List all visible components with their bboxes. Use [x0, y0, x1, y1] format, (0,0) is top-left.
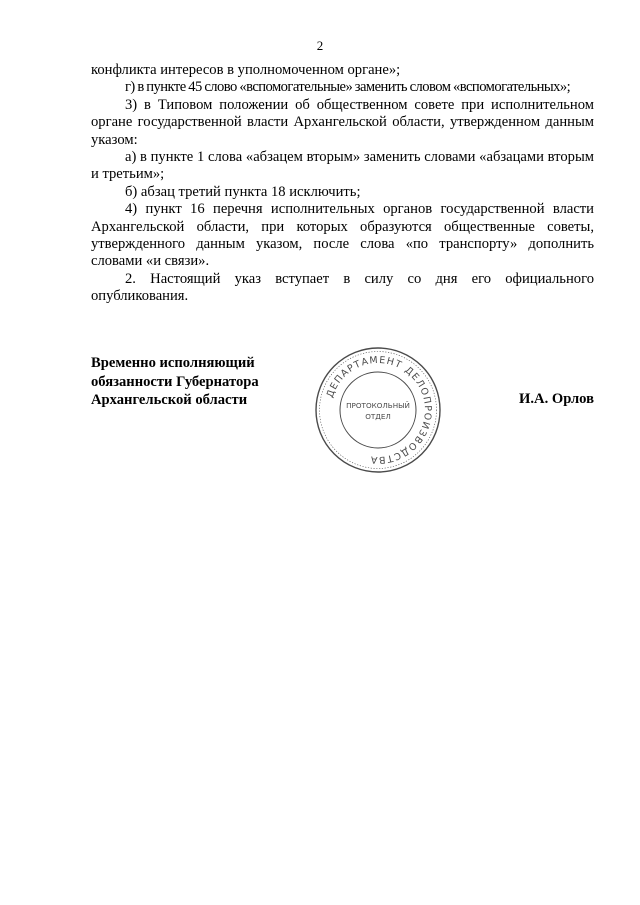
stamp-center-ring [340, 372, 416, 448]
paragraph-continuation: конфликта интересов в уполномоченном органе»; [91, 62, 401, 78]
signatory-position-line: Архангельской области [91, 392, 248, 408]
paragraph-item-4: 4) пункт 16 перечня исполнительных органов государственной власти Архангельской области, при которых образуются общественные советы, утвержденного данным указом, после слова «по транспорту» дополнить словами «и связи». [91, 201, 594, 270]
official-stamp [313, 345, 443, 475]
page-number: 2 [316, 38, 324, 53]
paragraph-item-g: г) в пункте 45 слово «вспомогательные» заменить словом «вспомогательных»; [125, 79, 571, 96]
stamp-outer-ring [316, 348, 440, 472]
stamp-inner-ring [320, 352, 437, 469]
signatory-position [91, 354, 259, 410]
signatory-name: И.А. Орлов [519, 391, 594, 407]
paragraph-item-b: б) абзац третий пункта 18 исключить; [125, 183, 361, 200]
signatory-position-line: обязанности Губернатора [91, 373, 259, 390]
stamp-outer-text: ДЕПАРТАМЕНТ ДЕЛОПРОИЗВОДСТВА [324, 354, 434, 466]
stamp-center-line: ОТДЕЛ [365, 412, 391, 421]
signatory-position-line: Временно исполняющий [91, 355, 255, 371]
document-body [91, 62, 594, 306]
paragraph-clause-2: 2. Настоящий указ вступает в силу со дня его официального опубликования. [91, 270, 594, 305]
stamp-center-line: ПРОТОКОЛЬНЫЙ [346, 401, 410, 410]
paragraph-item-3: 3) в Типовом положении об общественном совете при исполнительном органе государственной власти Архангельской области, утвержденном данным указом: [91, 96, 594, 148]
paragraph-item-a: а) в пункте 1 слова «абзацем вторым» заменить словами «абзацами вторым и третьим»; [91, 149, 594, 183]
